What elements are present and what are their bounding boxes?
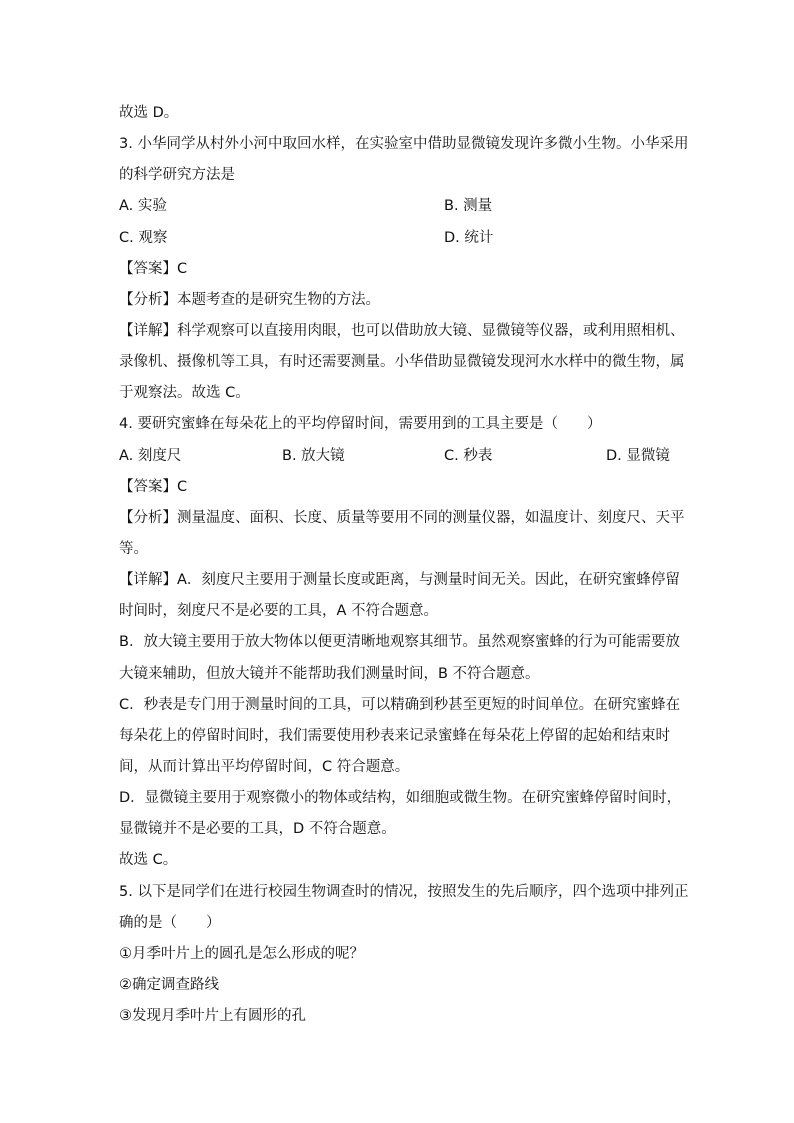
q3-option-b: B. 测量 bbox=[444, 198, 493, 214]
q3-stem-line-1: 3. 小华同学从村外小河中取回水样，在实验室中借助显微镜发现许多微小生物。小华采用 bbox=[119, 136, 689, 152]
q4-detail-line-5: C．秒表是专门用于测量时间的工具，可以精确到秒甚至更短的时间单位。在研究蜜蜂在 bbox=[119, 697, 681, 713]
q4-detail-line-7: 间，从而计算出平均停留时间，C 符合题意。 bbox=[119, 759, 410, 775]
q3-option-c: C. 观察 bbox=[119, 230, 168, 246]
q5-item-2: ②确定调查路线 bbox=[119, 977, 219, 993]
q5-item-1: ①月季叶片上的圆孔是怎么形成的呢？ bbox=[119, 946, 364, 962]
q3-answer: 【答案】C bbox=[119, 261, 188, 277]
q3-option-d: D. 统计 bbox=[444, 230, 494, 246]
q4-detail-line-6: 每朵花上的停留时间时，我们需要使用秒表来记录蜜蜂在每朵花上停留的起始和结束时 bbox=[119, 728, 670, 744]
q5-stem-line-2: 确的是（ ） bbox=[119, 915, 221, 931]
q5-stem-line-1: 5. 以下是同学们在进行校园生物调查时的情况，按照发生的先后顺序，四个选项中排列正 bbox=[119, 884, 689, 900]
q3-detail-line-3: 于观察法。故选 C。 bbox=[119, 385, 250, 401]
q4-detail-line-9: 显微镜并不是必要的工具，D 不符合题意。 bbox=[119, 821, 396, 837]
q2-conclusion: 故选 D。 bbox=[119, 105, 179, 121]
q3-option-a: A. 实验 bbox=[119, 198, 167, 214]
q3-analysis: 【分析】本题考查的是研究生物的方法。 bbox=[119, 292, 380, 308]
q4-detail-line-2: 时间时，刻度尺不是必要的工具，A 不符合题意。 bbox=[119, 603, 439, 619]
q4-option-a: A. 刻度尺 bbox=[119, 448, 182, 464]
q4-detail-line-1: 【详解】A．刻度尺主要用于测量长度或距离，与测量时间无关。因此，在研究蜜蜂停留 bbox=[119, 572, 680, 588]
q4-analysis-line-1: 【分析】测量温度、面积、长度、质量等要用不同的测量仪器，如温度计、刻度尺、天平 bbox=[119, 510, 685, 526]
q4-stem: 4. 要研究蜜蜂在每朵花上的平均停留时间，需要用到的工具主要是（ ） bbox=[119, 416, 602, 432]
q4-detail-line-3: B．放大镜主要用于放大物体以便更清晰地观察其细节。虽然观察蜜蜂的行为可能需要放 bbox=[119, 634, 680, 650]
q4-analysis-line-2: 等。 bbox=[119, 541, 148, 557]
q4-option-d: D. 显微镜 bbox=[606, 448, 670, 464]
q4-answer: 【答案】C bbox=[119, 479, 188, 495]
q3-detail-line-2: 录像机、摄像机等工具，有时还需要测量。小华借助显微镜发现河水水样中的微生物，属 bbox=[119, 354, 685, 370]
q3-stem-line-2: 的科学研究方法是 bbox=[119, 167, 235, 183]
q3-detail-line-1: 【详解】科学观察可以直接用肉眼，也可以借助放大镜、显微镜等仪器，或利用照相机、 bbox=[119, 323, 685, 339]
q4-detail-line-8: D．显微镜主要用于观察微小的物体或结构，如细胞或微生物。在研究蜜蜂停留时间时， bbox=[119, 790, 682, 806]
q4-option-c: C. 秒表 bbox=[444, 448, 493, 464]
q5-item-3: ③发现月季叶片上有圆形的孔 bbox=[119, 1008, 306, 1024]
q4-option-b: B. 放大镜 bbox=[282, 448, 345, 464]
q4-detail-line-4: 大镜来辅助，但放大镜并不能帮助我们测量时间，B 不符合题意。 bbox=[119, 666, 540, 682]
q4-conclusion: 故选 C。 bbox=[119, 852, 178, 868]
